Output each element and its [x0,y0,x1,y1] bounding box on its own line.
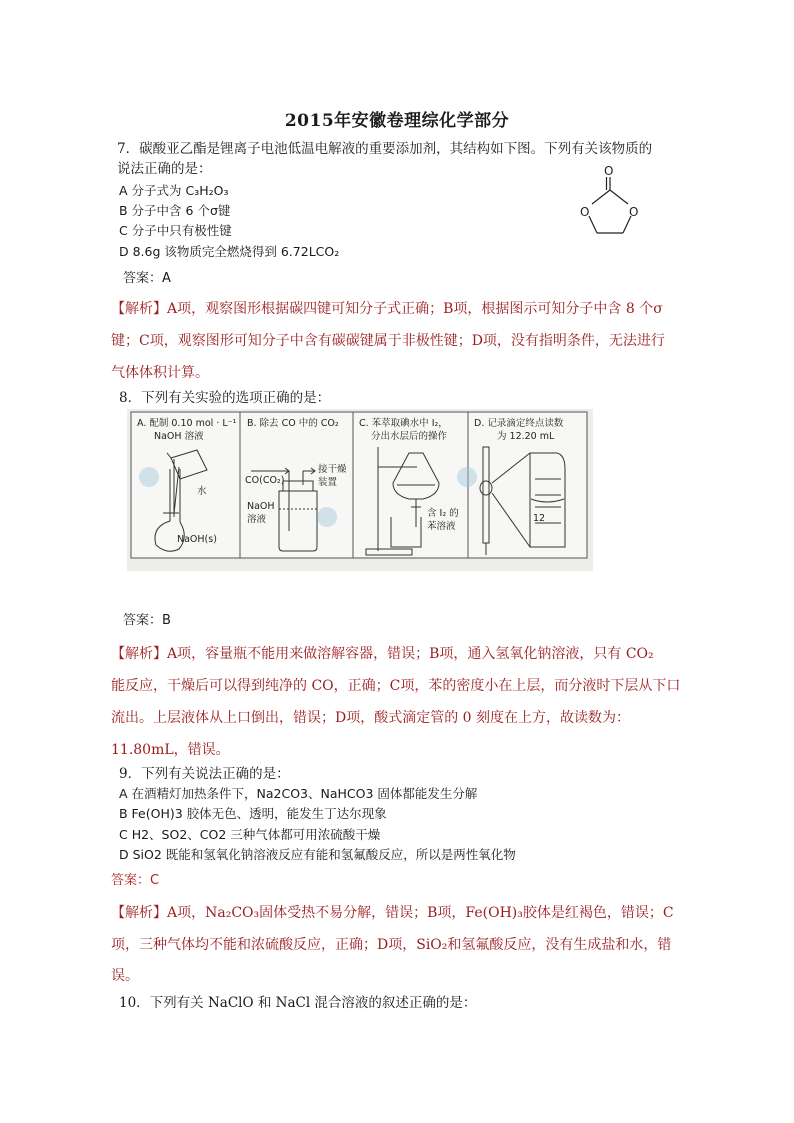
q7-option-a: A 分子式为 C₃H₂O₃ [119,183,229,198]
q7-option-c: C 分子中只有极性键 [119,223,232,238]
panel-a-water-label: 水 [197,486,207,497]
ring-oxygen-right-label: O [629,205,639,219]
q7-answer: 答案：A [123,271,171,286]
panel-c-label-2: 苯溶液 [427,521,456,532]
q7-analysis-line3: 气体体积计算。 [111,365,209,381]
q9-option-c: C H2、SO2、CO2 三种气体都可用浓硫酸干燥 [119,827,381,842]
q9-option-d: D SiO2 既能和氢氧化钠溶液反应有能和氢氟酸反应，所以是两性氧化物 [119,847,516,862]
panel-d-title-2: 为 12.20 mL [497,431,555,442]
q8-analysis-line4: 11.80mL，错误。 [111,742,230,758]
q7-stem-line2: 说法正确的是： [117,161,212,177]
q9-answer: 答案：C [111,873,160,888]
page-title: 2015年安徽卷理综化学部分 [284,111,510,131]
q8-analysis-line2: 能反应，干燥后可以得到纯净的 CO，正确；C项，苯的密度小在上层，而分液时下层从下口 [111,678,681,694]
q7-analysis-line2: 键；C项，观察图形可知分子中含有碳碳键属于非极性键；D项，没有指明条件，无法进行 [111,333,665,349]
panel-b-solution-label-2: 溶液 [247,514,267,525]
q8-apparatus-figure [127,409,593,571]
panel-b-title: B. 除去 CO 中的 CO₂ [247,418,339,429]
q9-option-a: A 在酒精灯加热条件下，Na2CO3、NaHCO3 固体都能发生分解 [119,786,478,801]
q8-analysis-line1: 【解析】A项，容量瓶不能用来做溶解容器，错误；B项，通入氢氧化钠溶液，只有 CO₂ [111,646,654,662]
carbonyl-oxygen-label: O [604,164,614,178]
q8-stem: 8．下列有关实验的选项正确的是： [119,390,331,406]
q9-analysis-line1: 【解析】A项，Na₂CO₃固体受热不易分解，错误；B项，Fe(OH)₃胶体是红褐色，错误；C [111,905,674,921]
q8-answer: 答案：B [123,613,171,628]
panel-a-title-1: A. 配制 0.10 mol · L⁻¹ [137,418,237,429]
q7-option-d: D 8.6g 该物质完全燃烧得到 6.72LCO₂ [119,244,340,259]
panel-b-gas-label: CO(CO₂) [245,475,285,486]
panel-b-dry-label-1: 接干燥 [318,464,347,475]
q8-analysis-line3: 流出。上层液体从上口倒出，错误；D项，酸式滴定管的 0 刻度在上方，故读数为： [111,710,631,726]
panel-d-title-1: D. 记录滴定终点读数 [474,418,564,429]
ring-oxygen-left-label: O [580,205,590,219]
panel-c-title-2: 分出水层后的操作 [371,431,448,442]
panel-c-label-1: 含 I₂ 的 [427,508,459,519]
panel-a-solid-label: NaOH(s) [177,534,217,545]
q9-analysis-line3: 误。 [111,968,139,984]
panel-a-title-2: NaOH 溶液 [154,431,204,442]
q9-option-b: B Fe(OH)3 胶体无色、透明，能发生丁达尔现象 [119,806,387,821]
q7-analysis-line1: 【解析】A项，观察图形根据碳四键可知分子式正确；B项，根据图示可知分子中含 8 个σ [111,301,663,317]
ethylene-carbonate-structure [576,163,644,241]
q7-option-b: B 分子中含 6 个σ键 [119,203,231,218]
q10-stem: 10．下列有关 NaClO 和 NaCl 混合溶液的叙述正确的是： [119,995,477,1011]
panel-b-solution-label-1: NaOH [247,501,275,512]
q7-stem-line1: 7．碳酸亚乙酯是锂离子电池低温电解液的重要添加剂，其结构如下图。下列有关该物质的 [117,141,653,157]
panel-c-title-1: C. 苯萃取碘水中 I₂， [359,418,448,429]
q9-analysis-line2: 项，三种气体均不能和浓硫酸反应，正确；D项，SiO₂和氢氟酸反应，没有生成盐和水，错 [111,937,672,953]
panel-d-tick-label: 12 [533,513,546,524]
q9-stem: 9．下列有关说法正确的是： [119,766,290,782]
panel-b-dry-label-2: 装置 [318,477,338,488]
